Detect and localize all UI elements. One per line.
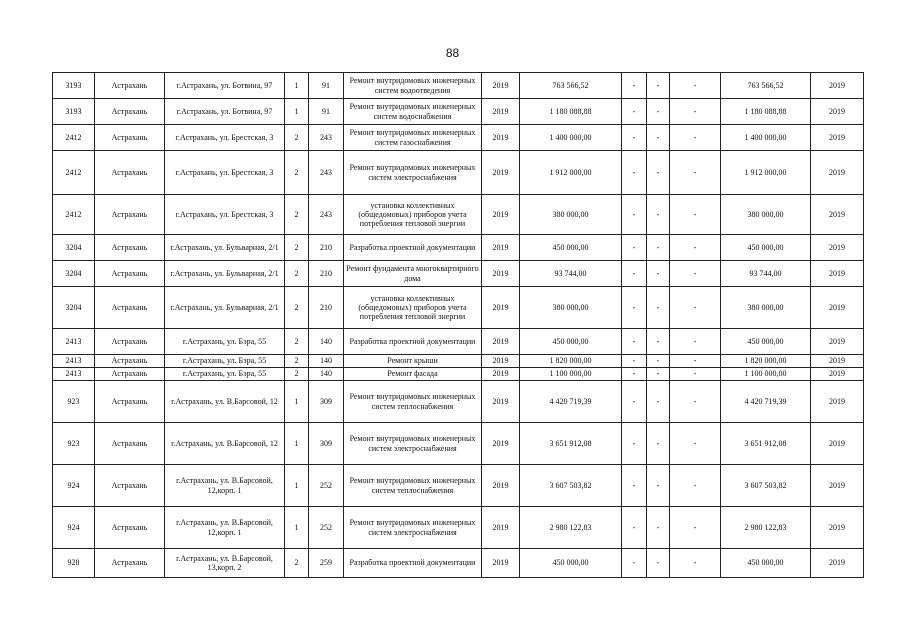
- apartments-cell: 91: [309, 73, 344, 99]
- address-cell: г.Астрахань, ул. Ботвина, 97: [165, 73, 285, 99]
- work-type-cell: Ремонт внутридомовых инженерных систем теплоснабжения: [344, 465, 482, 507]
- category-cell: 1: [285, 507, 309, 549]
- address-cell: г.Астрахань, ул. Ботвина, 97: [165, 99, 285, 125]
- city-cell: Астрахань: [95, 235, 165, 261]
- dash-cell: -: [622, 507, 647, 549]
- year-cell: 2019: [482, 151, 520, 195]
- dash-cell: -: [622, 465, 647, 507]
- year-cell: 2019: [482, 125, 520, 151]
- dash-cell: -: [622, 99, 647, 125]
- works-table: [52, 72, 864, 578]
- work-type-cell: Ремонт внутридомовых инженерных систем газоснабжения: [344, 125, 482, 151]
- year-cell: 2019: [811, 507, 864, 549]
- year-cell: 2019: [482, 261, 520, 287]
- category-cell: 1: [285, 73, 309, 99]
- apartments-cell: 243: [309, 195, 344, 235]
- table-row: [53, 329, 864, 355]
- total-cell: 2 980 122,83: [721, 507, 811, 549]
- row-id: 3193: [53, 73, 95, 99]
- dash-cell: -: [622, 423, 647, 465]
- row-id: 2413: [53, 355, 95, 368]
- amount-cell: 450 000,00: [520, 549, 622, 578]
- category-cell: 1: [285, 423, 309, 465]
- table-body: [53, 73, 864, 578]
- amount-cell: 380 000,00: [520, 287, 622, 329]
- year-cell: 2019: [482, 195, 520, 235]
- apartments-cell: 243: [309, 151, 344, 195]
- table-row: [53, 151, 864, 195]
- address-cell: г.Астрахань, ул. Бульварная, 2/1: [165, 287, 285, 329]
- amount-cell: 1 400 000,00: [520, 125, 622, 151]
- year-cell: 2019: [482, 507, 520, 549]
- apartments-cell: 309: [309, 381, 344, 423]
- dash-cell: -: [670, 235, 721, 261]
- city-cell: Астрахань: [95, 195, 165, 235]
- category-cell: 2: [285, 125, 309, 151]
- total-cell: 763 566,52: [721, 73, 811, 99]
- amount-cell: 763 566,52: [520, 73, 622, 99]
- city-cell: Астрахань: [95, 355, 165, 368]
- work-type-cell: установка коллективных (общедомовых) приборов учета потребления тепловой энергии: [344, 195, 482, 235]
- row-id: 924: [53, 465, 95, 507]
- table-row: [53, 355, 864, 368]
- address-cell: г.Астрахань, ул. В.Барсовой, 13,корп. 2: [165, 549, 285, 578]
- address-cell: г.Астрахань, ул. В.Барсовой, 12,корп. 1: [165, 507, 285, 549]
- year-cell: 2019: [811, 381, 864, 423]
- dash-cell: -: [647, 73, 670, 99]
- year-cell: 2019: [811, 195, 864, 235]
- year-cell: 2019: [811, 151, 864, 195]
- row-id: 3193: [53, 99, 95, 125]
- year-cell: 2019: [482, 465, 520, 507]
- work-type-cell: Ремонт фундамента многоквартирного дома: [344, 261, 482, 287]
- row-id: 928: [53, 549, 95, 578]
- dash-cell: -: [647, 368, 670, 381]
- apartments-cell: 140: [309, 368, 344, 381]
- total-cell: 1 400 000,00: [721, 125, 811, 151]
- work-type-cell: Ремонт внутридомовых инженерных систем электроснабжения: [344, 423, 482, 465]
- dash-cell: -: [647, 99, 670, 125]
- dash-cell: -: [647, 507, 670, 549]
- address-cell: г.Астрахань, ул. Бэра, 55: [165, 355, 285, 368]
- year-cell: 2019: [811, 355, 864, 368]
- amount-cell: 3 607 503,82: [520, 465, 622, 507]
- year-cell: 2019: [811, 287, 864, 329]
- dash-cell: -: [622, 549, 647, 578]
- table-row: [53, 423, 864, 465]
- dash-cell: -: [670, 549, 721, 578]
- row-id: 2413: [53, 329, 95, 355]
- year-cell: 2019: [811, 125, 864, 151]
- amount-cell: 450 000,00: [520, 329, 622, 355]
- dash-cell: -: [647, 355, 670, 368]
- table-row: [53, 549, 864, 578]
- dash-cell: -: [670, 329, 721, 355]
- work-type-cell: Ремонт крыши: [344, 355, 482, 368]
- address-cell: г.Астрахань, ул. Бэра, 55: [165, 368, 285, 381]
- apartments-cell: 210: [309, 261, 344, 287]
- work-type-cell: Разработка проектной документации: [344, 235, 482, 261]
- year-cell: 2019: [482, 355, 520, 368]
- year-cell: 2019: [811, 368, 864, 381]
- address-cell: г.Астрахань, ул. Брестская, 3: [165, 195, 285, 235]
- city-cell: Астрахань: [95, 549, 165, 578]
- category-cell: 2: [285, 329, 309, 355]
- amount-cell: 1 912 000,00: [520, 151, 622, 195]
- city-cell: Астрахань: [95, 261, 165, 287]
- dash-cell: -: [622, 73, 647, 99]
- dash-cell: -: [647, 423, 670, 465]
- work-type-cell: Разработка проектной документации: [344, 549, 482, 578]
- amount-cell: 1 180 088,88: [520, 99, 622, 125]
- row-id: 2413: [53, 368, 95, 381]
- work-type-cell: установка коллективных (общедомовых) приборов учета потребления тепловой энергии: [344, 287, 482, 329]
- row-id: 2412: [53, 195, 95, 235]
- year-cell: 2019: [811, 99, 864, 125]
- dash-cell: -: [647, 151, 670, 195]
- dash-cell: -: [647, 195, 670, 235]
- category-cell: 2: [285, 368, 309, 381]
- dash-cell: -: [670, 73, 721, 99]
- year-cell: 2019: [482, 287, 520, 329]
- table-row: [53, 73, 864, 99]
- category-cell: 1: [285, 99, 309, 125]
- apartments-cell: 252: [309, 507, 344, 549]
- address-cell: г.Астрахань, ул. Бульварная, 2/1: [165, 235, 285, 261]
- apartments-cell: 210: [309, 287, 344, 329]
- dash-cell: -: [670, 261, 721, 287]
- year-cell: 2019: [811, 73, 864, 99]
- table-row: [53, 368, 864, 381]
- year-cell: 2019: [482, 549, 520, 578]
- category-cell: 2: [285, 195, 309, 235]
- address-cell: г.Астрахань, ул. Брестская, 3: [165, 125, 285, 151]
- city-cell: Астрахань: [95, 381, 165, 423]
- city-cell: Астрахань: [95, 287, 165, 329]
- dash-cell: -: [670, 465, 721, 507]
- apartments-cell: 252: [309, 465, 344, 507]
- total-cell: 1 100 000,00: [721, 368, 811, 381]
- dash-cell: -: [670, 151, 721, 195]
- address-cell: г.Астрахань, ул. Бульварная, 2/1: [165, 261, 285, 287]
- table-row: [53, 125, 864, 151]
- table-row: [53, 235, 864, 261]
- dash-cell: -: [670, 368, 721, 381]
- city-cell: Астрахань: [95, 125, 165, 151]
- apartments-cell: 309: [309, 423, 344, 465]
- year-cell: 2019: [811, 261, 864, 287]
- dash-cell: -: [670, 99, 721, 125]
- total-cell: 450 000,00: [721, 549, 811, 578]
- dash-cell: -: [622, 381, 647, 423]
- year-cell: 2019: [482, 368, 520, 381]
- total-cell: 450 000,00: [721, 329, 811, 355]
- city-cell: Астрахань: [95, 507, 165, 549]
- work-type-cell: Ремонт внутридомовых инженерных систем электроснабжения: [344, 507, 482, 549]
- city-cell: Астрахань: [95, 368, 165, 381]
- total-cell: 3 651 912,08: [721, 423, 811, 465]
- total-cell: 380 000,00: [721, 287, 811, 329]
- category-cell: 2: [285, 151, 309, 195]
- year-cell: 2019: [811, 549, 864, 578]
- dash-cell: -: [670, 355, 721, 368]
- category-cell: 2: [285, 261, 309, 287]
- year-cell: 2019: [482, 329, 520, 355]
- address-cell: г.Астрахань, ул. Брестская, 3: [165, 151, 285, 195]
- year-cell: 2019: [482, 99, 520, 125]
- work-type-cell: Ремонт фасада: [344, 368, 482, 381]
- dash-cell: -: [622, 329, 647, 355]
- apartments-cell: 91: [309, 99, 344, 125]
- dash-cell: -: [670, 423, 721, 465]
- dash-cell: -: [622, 355, 647, 368]
- amount-cell: 1 100 000,00: [520, 368, 622, 381]
- dash-cell: -: [622, 235, 647, 261]
- category-cell: 2: [285, 235, 309, 261]
- table-row: [53, 261, 864, 287]
- table-row: [53, 381, 864, 423]
- row-id: 3204: [53, 261, 95, 287]
- amount-cell: 3 651 912,08: [520, 423, 622, 465]
- page-number: 88: [445, 46, 460, 60]
- amount-cell: 1 820 000,00: [520, 355, 622, 368]
- total-cell: 1 180 088,88: [721, 99, 811, 125]
- city-cell: Астрахань: [95, 73, 165, 99]
- category-cell: 1: [285, 465, 309, 507]
- table-row: [53, 507, 864, 549]
- row-id: 3204: [53, 287, 95, 329]
- apartments-cell: 140: [309, 329, 344, 355]
- dash-cell: -: [622, 125, 647, 151]
- dash-cell: -: [647, 261, 670, 287]
- dash-cell: -: [647, 549, 670, 578]
- amount-cell: 380 000,00: [520, 195, 622, 235]
- dash-cell: -: [622, 195, 647, 235]
- total-cell: 1 820 000,00: [721, 355, 811, 368]
- work-type-cell: Ремонт внутридомовых инженерных систем водоснабжения: [344, 99, 482, 125]
- year-cell: 2019: [811, 235, 864, 261]
- city-cell: Астрахань: [95, 423, 165, 465]
- dash-cell: -: [647, 381, 670, 423]
- apartments-cell: 243: [309, 125, 344, 151]
- row-id: 923: [53, 423, 95, 465]
- dash-cell: -: [670, 195, 721, 235]
- year-cell: 2019: [482, 73, 520, 99]
- apartments-cell: 210: [309, 235, 344, 261]
- table-row: [53, 465, 864, 507]
- city-cell: Астрахань: [95, 465, 165, 507]
- total-cell: 450 000,00: [721, 235, 811, 261]
- dash-cell: -: [670, 381, 721, 423]
- category-cell: 2: [285, 549, 309, 578]
- year-cell: 2019: [811, 329, 864, 355]
- total-cell: 93 744,00: [721, 261, 811, 287]
- dash-cell: -: [647, 287, 670, 329]
- category-cell: 2: [285, 355, 309, 368]
- year-cell: 2019: [811, 465, 864, 507]
- table-row: [53, 99, 864, 125]
- dash-cell: -: [622, 261, 647, 287]
- dash-cell: -: [622, 151, 647, 195]
- total-cell: 4 420 719,39: [721, 381, 811, 423]
- work-type-cell: Ремонт внутридомовых инженерных систем водоотведения: [344, 73, 482, 99]
- table-row: [53, 287, 864, 329]
- dash-cell: -: [670, 287, 721, 329]
- row-id: 924: [53, 507, 95, 549]
- dash-cell: -: [622, 287, 647, 329]
- dash-cell: -: [670, 125, 721, 151]
- row-id: 2412: [53, 151, 95, 195]
- row-id: 2412: [53, 125, 95, 151]
- row-id: 923: [53, 381, 95, 423]
- year-cell: 2019: [482, 381, 520, 423]
- address-cell: г.Астрахань, ул. Бэра, 55: [165, 329, 285, 355]
- amount-cell: 93 744,00: [520, 261, 622, 287]
- year-cell: 2019: [482, 423, 520, 465]
- work-type-cell: Разработка проектной документации: [344, 329, 482, 355]
- dash-cell: -: [670, 507, 721, 549]
- row-id: 3204: [53, 235, 95, 261]
- dash-cell: -: [647, 329, 670, 355]
- amount-cell: 4 420 719,39: [520, 381, 622, 423]
- address-cell: г.Астрахань, ул. В.Барсовой, 12: [165, 423, 285, 465]
- year-cell: 2019: [482, 235, 520, 261]
- apartments-cell: 259: [309, 549, 344, 578]
- year-cell: 2019: [811, 423, 864, 465]
- amount-cell: 2 980 122,83: [520, 507, 622, 549]
- work-type-cell: Ремонт внутридомовых инженерных систем теплоснабжения: [344, 381, 482, 423]
- apartments-cell: 140: [309, 355, 344, 368]
- address-cell: г.Астрахань, ул. В.Барсовой, 12: [165, 381, 285, 423]
- address-cell: г.Астрахань, ул. В.Барсовой, 12,корп. 1: [165, 465, 285, 507]
- table-row: [53, 195, 864, 235]
- category-cell: 2: [285, 287, 309, 329]
- dash-cell: -: [647, 235, 670, 261]
- dash-cell: -: [647, 465, 670, 507]
- dash-cell: -: [647, 125, 670, 151]
- total-cell: 1 912 000,00: [721, 151, 811, 195]
- total-cell: 3 607 503,82: [721, 465, 811, 507]
- amount-cell: 450 000,00: [520, 235, 622, 261]
- city-cell: Астрахань: [95, 151, 165, 195]
- city-cell: Астрахань: [95, 329, 165, 355]
- dash-cell: -: [622, 368, 647, 381]
- category-cell: 1: [285, 381, 309, 423]
- work-type-cell: Ремонт внутридомовых инженерных систем электроснабжения: [344, 151, 482, 195]
- total-cell: 380 000,00: [721, 195, 811, 235]
- city-cell: Астрахань: [95, 99, 165, 125]
